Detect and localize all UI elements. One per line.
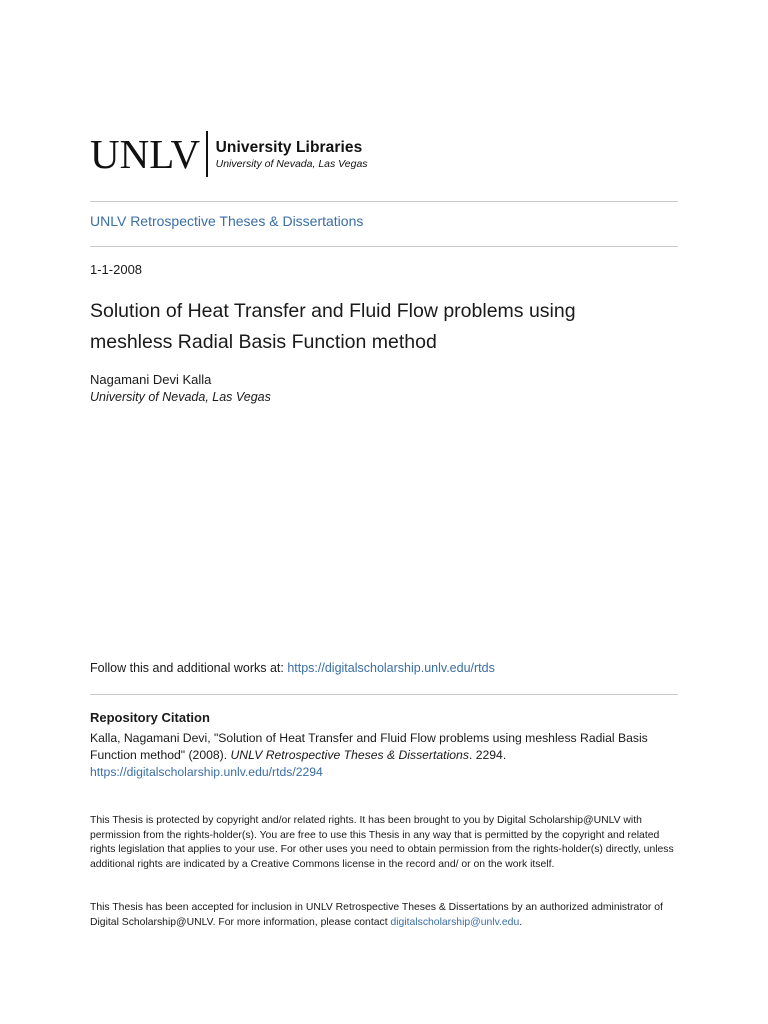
citation-body	[90, 730, 678, 781]
follow-text: Follow this and additional works at:	[90, 661, 288, 675]
divider-top	[90, 201, 678, 202]
rights-notice: This Thesis is protected by copyright and/or related rights. It has been brought to you by Digital Scholarship@UNLV with permission from the rights-holder(s). You are free to use this Thesis in any way that is permitted by the copyright and related rights legislation that applies to your use. For other uses you need to obtain permission from the rights-holder(s) directly, unless additional rights are indicated by a Creative Commons license in the record and/ or on the work itself.	[90, 815, 674, 870]
citation-series: UNLV Retrospective Theses & Dissertations	[230, 748, 469, 762]
divider-citation	[90, 694, 678, 695]
acceptance-text: This Thesis has been accepted for inclusion in UNLV Retrospective Theses & Dissertations by an authorized administrator of Digital Scholarship@UNLV. For more information, please contact	[90, 902, 663, 928]
unlv-libraries-logo	[90, 130, 368, 178]
follow-link[interactable]: https://digitalscholarship.unlv.edu/rtds	[287, 661, 495, 675]
logo-subtitle: University of Nevada, Las Vegas	[215, 157, 368, 170]
divider-collection	[90, 246, 678, 247]
acceptance-end: .	[519, 916, 523, 928]
logo-wordmark: UNLV	[90, 131, 201, 177]
collection-link[interactable]: UNLV Retrospective Theses & Dissertations	[90, 213, 364, 229]
contact-email-link[interactable]: digitalscholarship@unlv.edu	[390, 916, 520, 928]
citation-link[interactable]: https://digitalscholarship.unlv.edu/rtds/2294	[90, 765, 323, 779]
citation-text: Kalla, Nagamani Devi, "Solution of Heat Transfer and Fluid Flow problems using meshless Radial Basis Function method" (2008).	[90, 731, 648, 762]
author-name: Nagamani Devi Kalla	[90, 372, 212, 387]
acceptance-notice	[90, 901, 680, 930]
logo-text	[216, 138, 368, 171]
logo-title: University Libraries	[215, 138, 363, 156]
logo-divider	[206, 131, 208, 177]
follow-line	[90, 661, 495, 675]
publication-date: 1-1-2008	[90, 262, 143, 277]
author-affiliation: University of Nevada, Las Vegas	[90, 390, 271, 404]
citation-number: . 2294.	[468, 748, 507, 762]
thesis-title: Solution of Heat Transfer and Fluid Flow problems using meshless Radial Basis Function method	[90, 300, 576, 353]
citation-heading: Repository Citation	[90, 710, 210, 725]
